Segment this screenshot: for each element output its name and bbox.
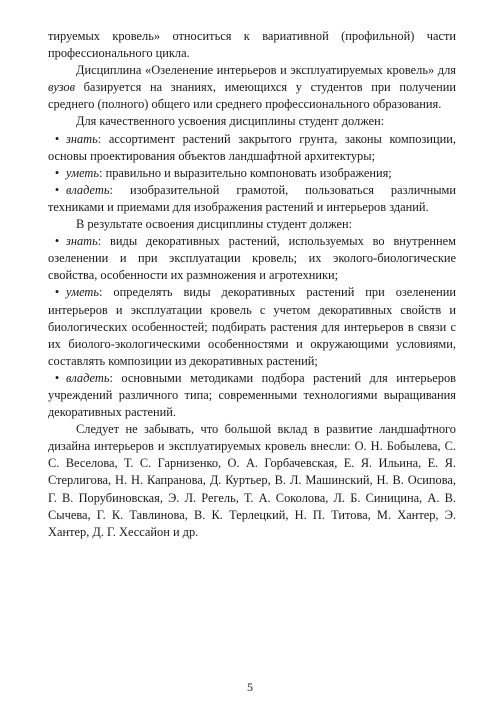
bullet-item-master <box>48 182 456 216</box>
bullet-term: уметь <box>66 165 100 180</box>
bullet-text: : основными методиками подбора растений для интерьеров учреждений различного типа; современными технологиями выращивания декоративных растений. <box>48 370 456 420</box>
bullet-text: : виды декоративных растений, используемых во внутреннем озеленении и при эксплуатации кровель; их эколого-биологические свойства, особенности их размножения и агротехники; <box>48 234 456 283</box>
paragraph-contributors <box>48 421 456 541</box>
bullet-term: владеть <box>66 370 110 385</box>
paragraph-discipline-intro <box>48 62 456 113</box>
bullet-item-can <box>48 165 456 182</box>
paragraph-outcomes-heading <box>48 216 456 233</box>
bullet-text: : правильно и выразительно компоновать изображения; <box>99 165 392 180</box>
emphasis-text: вузов <box>48 80 75 95</box>
bullet-icon <box>48 233 66 250</box>
bullet-text: : изобразительной грамотой, пользоваться различными техниками и приемами для изображения растений и интерьеров зданий. <box>48 182 456 214</box>
paragraph-requirements-heading <box>48 113 456 130</box>
bullet-term: владеть <box>66 182 110 197</box>
bullet-item-know <box>48 131 456 165</box>
bullet-icon <box>48 284 66 301</box>
bullet-text: : определять виды декоративных растений при озеленении интерьеров и эксплуатации кровель с учетом декоративных свойств и биологических особенностей; подбирать растения для интерьеров в связи с их биолого-экологическими особенностями и окружающими условиями, составлять композиции из декоративных растений; <box>48 285 456 368</box>
paragraph-text: тируемых кровель» относиться к вариативной (профильной) части профессионального цикла. <box>48 29 456 61</box>
bullet-item-can-outcome <box>48 284 456 369</box>
paragraph-text: Дисциплина «Озеленение интерьеров и эксплуатируемых кровель» для <box>76 63 456 78</box>
bullet-term: знать <box>66 131 98 146</box>
paragraph-continuation <box>48 28 456 62</box>
paragraph-text: Для качественного усвоения дисциплины студент должен: <box>76 114 385 129</box>
body-text <box>48 28 456 541</box>
bullet-term: знать <box>66 234 98 249</box>
bullet-text: : ассортимент растений закрытого грунта, законы композиции, основы проектирования объектов ландшафтной архитектуры; <box>48 131 456 163</box>
bullet-icon <box>48 370 66 387</box>
paragraph-text: В результате освоения дисциплины студент должен: <box>76 217 353 232</box>
paragraph-text: базируется на знаниях, имеющихся у студентов при получении среднего (полного) общего или среднего профессионального образования. <box>48 80 456 112</box>
page-number: 5 <box>247 680 253 694</box>
bullet-item-master-outcome <box>48 370 456 421</box>
paragraph-text: Следует не забывать, что большой вклад в развитие ландшафтного дизайна интерьеров и эксплуатируемых кровель внесли: О. Н. Бобылева, С. С. Веселова, Т. С. Гарнизенко, О. А. Горбачевская, Е. Я. Ильина, Е. Я. Стерлигова, Н. Н. Капранова, Д. Куртьер, В. Л. Машинский, Н. В. Осипова, Г. В. Порубиновская, Э. Л. Регель, Т. А. Соколова, Л. Б. Синицина, А. В. Сычева, Г. К. Тавлинова, В. К. Терлецкий, Н. П. Титова, М. Хантер, Э. Хантер, Д. Г. Хессайон и др. <box>48 422 456 539</box>
bullet-icon <box>48 131 66 148</box>
bullet-term: уметь <box>66 285 100 300</box>
bullet-icon <box>48 165 66 182</box>
bullet-icon <box>48 182 66 199</box>
bullet-item-know-outcome <box>48 233 456 284</box>
